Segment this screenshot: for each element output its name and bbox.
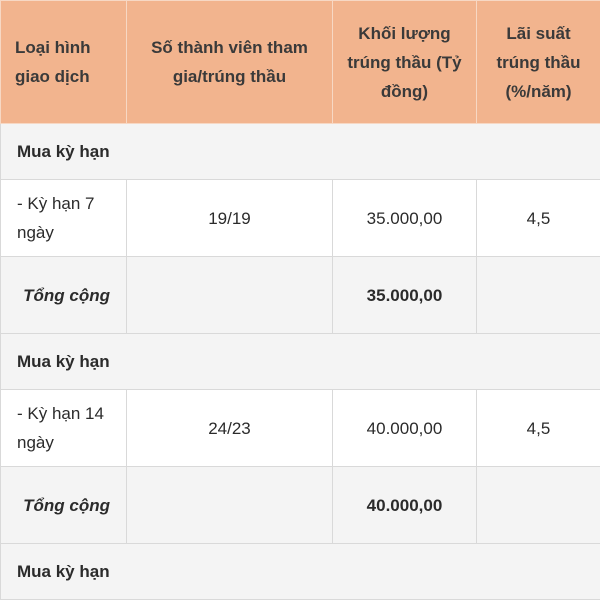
members-value: 19/19 — [127, 180, 333, 257]
volume-value: 35.000,00 — [333, 180, 477, 257]
total-volume-value: 40.000,00 — [333, 467, 477, 544]
header-volume: Khối lượng trúng thầu (Tỷ đồng) — [333, 1, 477, 124]
header-rate: Lãi suất trúng thầu (%/năm) — [477, 1, 600, 124]
section-title: Mua kỳ hạn — [1, 124, 600, 180]
total-label: Tổng cộng — [1, 467, 127, 544]
header-row — [1, 1, 600, 124]
section-title: Mua kỳ hạn — [1, 334, 600, 390]
rate-value: 4,5 — [477, 180, 600, 257]
section-title: Mua kỳ hạn — [1, 544, 600, 600]
header-members: Số thành viên tham gia/trúng thầu — [127, 1, 333, 124]
rate-value: 4,5 — [477, 390, 600, 467]
table-row — [1, 180, 600, 257]
total-label: Tổng cộng — [1, 257, 127, 334]
section-row — [1, 124, 600, 180]
total-members-empty — [127, 467, 333, 544]
total-rate-empty — [477, 257, 600, 334]
total-row — [1, 257, 600, 334]
volume-value: 40.000,00 — [333, 390, 477, 467]
term-label: - Kỳ hạn 7 ngày — [1, 180, 127, 257]
total-volume-value: 35.000,00 — [333, 257, 477, 334]
term-label: - Kỳ hạn 14 ngày — [1, 390, 127, 467]
total-rate-empty — [477, 467, 600, 544]
members-value: 24/23 — [127, 390, 333, 467]
section-row — [1, 334, 600, 390]
total-members-empty — [127, 257, 333, 334]
section-row — [1, 544, 600, 600]
table-row — [1, 390, 600, 467]
header-transaction-type: Loại hình giao dịch — [1, 1, 127, 124]
total-row — [1, 467, 600, 544]
